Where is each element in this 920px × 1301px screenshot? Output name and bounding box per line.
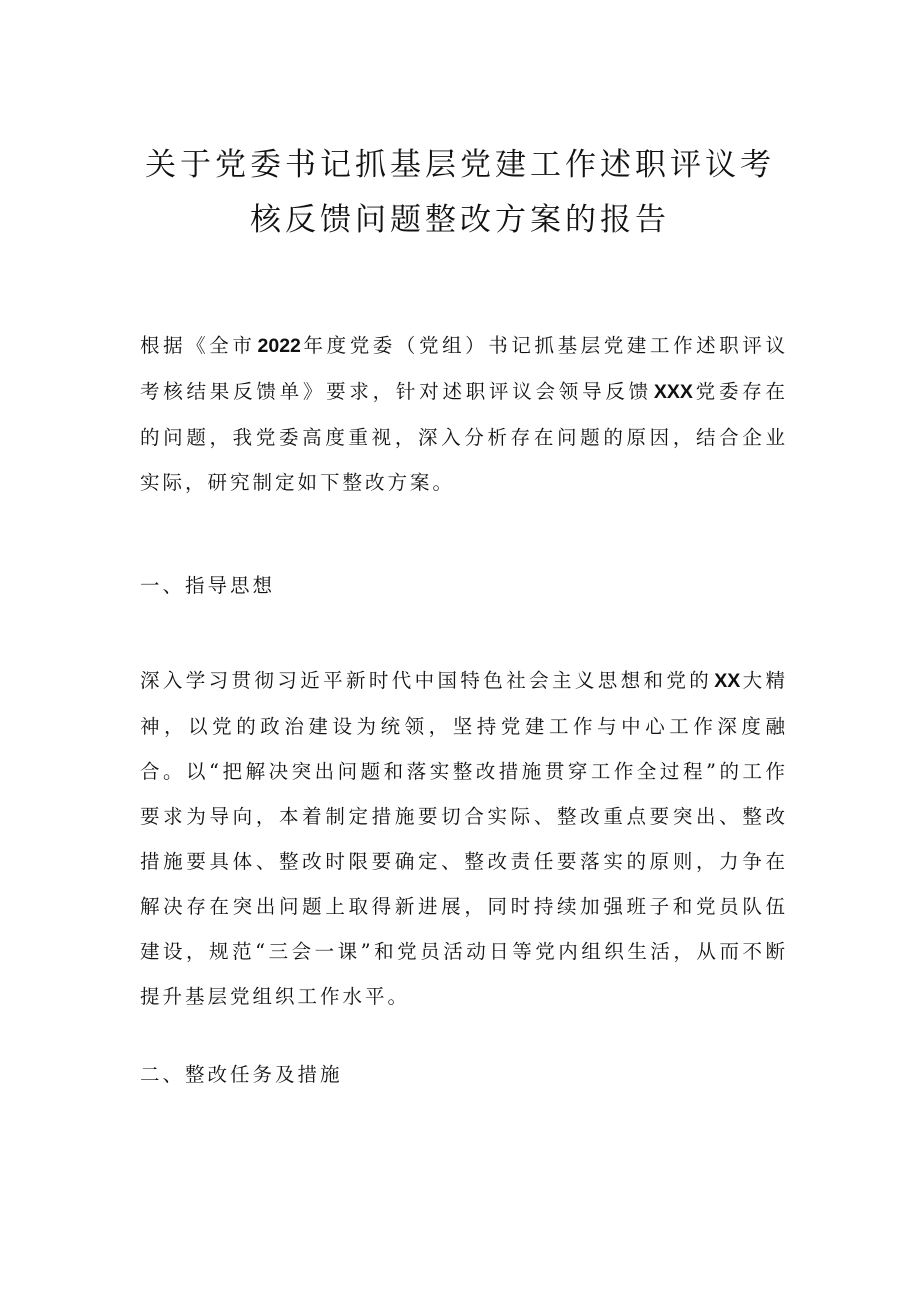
guiding-thought-paragraph — [140, 658, 788, 1019]
intro-text-1: 根据《全市 — [140, 334, 256, 357]
section-heading-tasks-measures: 二、整改任务及措施 — [140, 1063, 343, 1086]
thought-text-1: 深入学习贯彻习近平新时代中国特色社会主义思想和党的 — [140, 669, 713, 692]
section-heading-guiding-thought: 一、指导思想 — [140, 574, 276, 597]
document-title-line-1: 关于党委书记抓基层党建工作述职评议考 — [145, 147, 775, 183]
intro-text-2: 年度党委（党组）书记抓基层党建工作述职评议考核结果反馈单》要求，针对述职评议会领导反馈 — [140, 334, 788, 403]
intro-paragraph — [140, 323, 788, 505]
document-title-line-2: 核反馈问题整改方案的报告 — [250, 202, 670, 238]
intro-text-3: 党委存在的问题，我党委高度重视，深入分析存在问题的原因，结合企业实际，研究制定如下整改方案。 — [140, 380, 788, 494]
intro-year: 2022 — [257, 335, 301, 357]
thought-text-2: 大精神，以党的政治建设为统领，坚持党建工作与中心工作深度融合。以“把解决突出问题和落实整改措施贯穿工作全过程”的工作要求为导向，本着制定措施要切合实际、整改重点要突出、整改措施要具体、整改时限要确定、整改责任要落实的原则，力争在解决存在突出问题上取得新进展，同时持续加强班子和党员队伍建设，规范“三会一课”和党员活动日等党内组织生活，从而不断提升基层党组织工作水平。 — [140, 669, 788, 1008]
intro-org: XXX — [653, 381, 693, 403]
thought-congress: XX — [714, 670, 741, 692]
